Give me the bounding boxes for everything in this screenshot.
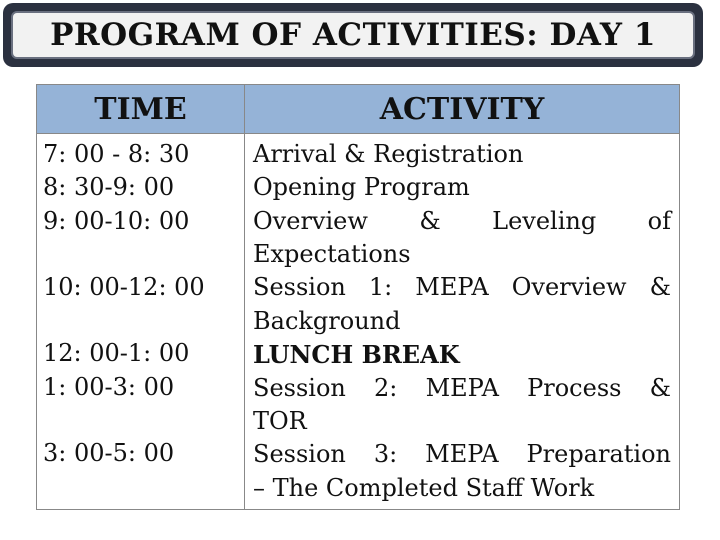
time-slot: 1: 00-3: 00 — [43, 372, 175, 401]
title-banner — [3, 3, 703, 67]
time-spacer — [43, 304, 244, 337]
time-slot: 8: 30-9: 00 — [43, 173, 175, 202]
activity-line: Opening Program — [253, 173, 470, 202]
activity-line: Arrival & Registration — [253, 140, 524, 168]
title-banner-inner — [11, 11, 695, 59]
time-slot: 12: 00-1: 00 — [43, 339, 190, 368]
lunch-break-label: LUNCH BREAK — [253, 340, 460, 370]
time-slot: 7: 00 - 8: 30 — [43, 140, 190, 168]
time-slot: 10: 00-12: 00 — [43, 273, 205, 302]
time-spacer — [43, 404, 244, 437]
activity-column-header: ACTIVITY — [245, 85, 680, 134]
activity-line: Background — [253, 306, 401, 335]
time-slot: 9: 00-10: 00 — [43, 206, 190, 235]
activities-table — [36, 84, 680, 510]
time-column-header: TIME — [37, 85, 245, 134]
activity-line: TOR — [253, 406, 307, 435]
page-title: PROGRAM OF ACTIVITIES: DAY 1 — [50, 17, 656, 53]
table-row — [37, 134, 680, 510]
activity-line: – The Completed Staff Work — [253, 473, 595, 502]
activity-cell — [245, 134, 680, 510]
activity-line: Expectations — [253, 240, 411, 269]
time-slot: 3: 00-5: 00 — [43, 439, 175, 468]
activity-line: Overview & Leveling of — [253, 206, 671, 235]
time-spacer — [43, 238, 244, 271]
time-cell — [37, 134, 245, 510]
activity-line: Session 1: MEPA Overview & — [253, 273, 671, 302]
table-header-row — [37, 85, 680, 134]
activity-line: Session 3: MEPA Preparation — [253, 440, 671, 469]
activity-line: Session 2: MEPA Process & — [253, 373, 671, 402]
